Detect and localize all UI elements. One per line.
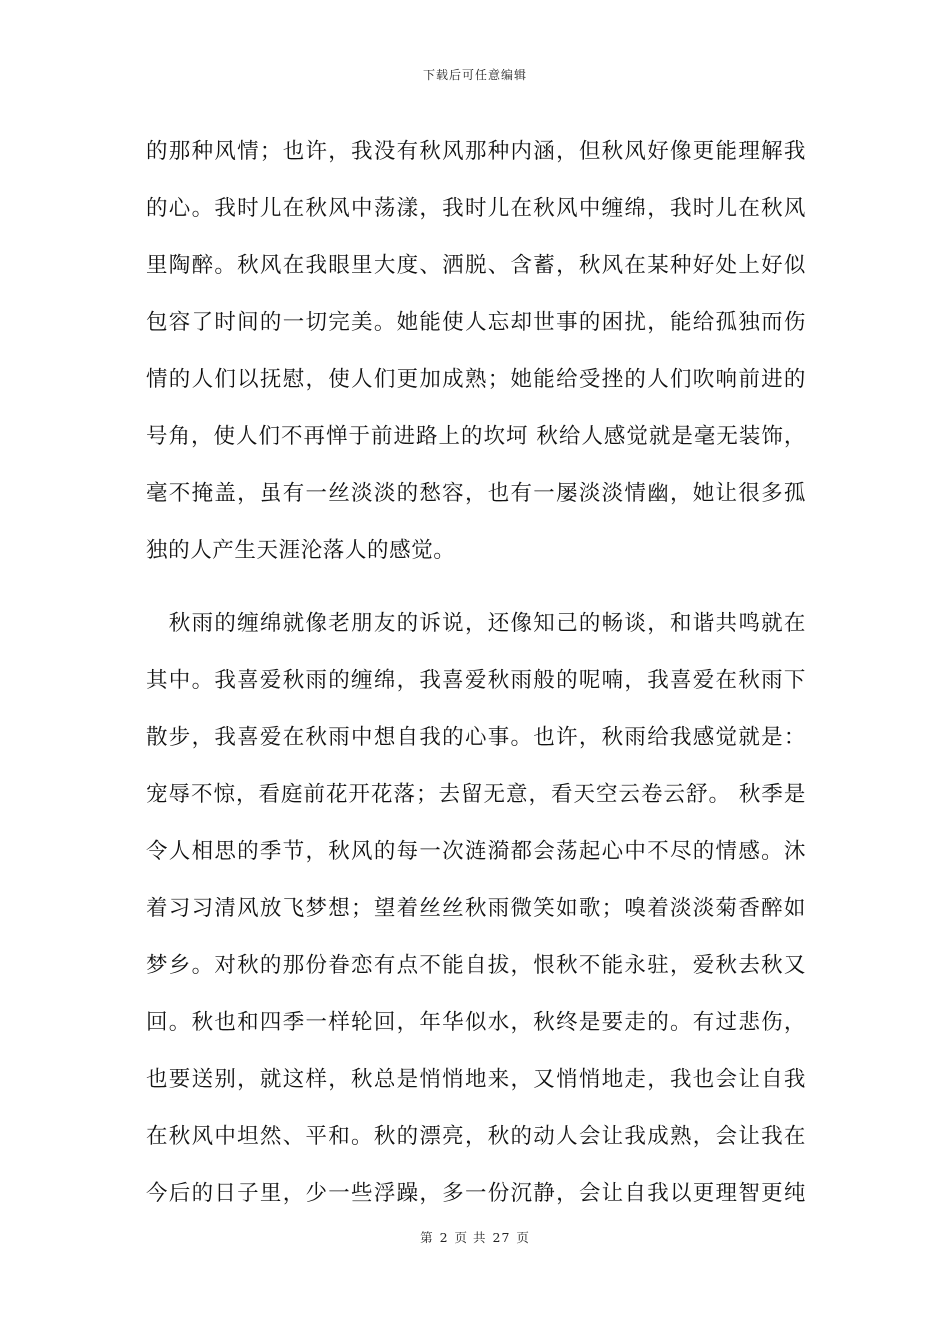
text-line: 里陶醉。秋风在我眼里大度、洒脱、含蓄，秋风在某种好处上好似 (146, 253, 806, 278)
text-line: 的心。我时儿在秋风中荡漾，我时儿在秋风中缠绵，我时儿在秋风 (146, 196, 806, 221)
text-line: 着习习清风放飞梦想；望着丝丝秋雨微笑如歌；嗅着淡淡菊香醉如 (146, 896, 806, 921)
text-line: 其中。我喜爱秋雨的缠绵，我喜爱秋雨般的呢喃，我喜爱在秋雨下 (146, 668, 806, 693)
footer-prefix: 第 (420, 1230, 434, 1245)
text-line: 回。秋也和四季一样轮回，年华似水，秋终是要走的。有过悲伤， (146, 1010, 806, 1035)
footer-middle: 页 共 (454, 1230, 487, 1245)
text-line: 宠辱不惊，看庭前花开花落；去留无意，看天空云卷云舒。 秋季是 (146, 782, 806, 807)
text-line: 号角，使人们不再惮于前进路上的坎坷 秋给人感觉就是毫无装饰， (146, 424, 806, 449)
text-line: 也要送别，就这样，秋总是悄悄地来，又悄悄地走，我也会让自我 (146, 1067, 806, 1092)
text-line: 今后的日子里，少一些浮躁，多一份沉静，会让自我以更理智更纯 (146, 1181, 806, 1206)
paragraph-1 (146, 127, 806, 583)
text-line: 令人相思的季节，秋风的每一次涟漪都会荡起心中不尽的情感。沐 (146, 839, 806, 864)
text-line: 散步，我喜爱在秋雨中想自我的心事。也许，秋雨给我感觉就是： (146, 725, 806, 750)
text-line: 梦乡。对秋的那份眷恋有点不能自拔，恨秋不能永驻，爱秋去秋又 (146, 953, 806, 978)
page-header: 下载后可任意编辑 (422, 68, 527, 82)
text-line: 独的人产生天涯沦落人的感觉。 (146, 538, 456, 563)
text-line: 的那种风情；也许，我没有秋风那种内涵，但秋风好像更能理解我 (146, 139, 806, 164)
text-line: 包容了时间的一切完美。她能使人忘却世事的困扰，能给孤独而伤 (146, 310, 806, 335)
paragraph-2 (146, 599, 806, 1226)
current-page-number: 2 (439, 1230, 449, 1245)
text-line: 毫不掩盖，虽有一丝淡淡的愁容，也有一屡淡淡情幽，她让很多孤 (146, 481, 806, 506)
total-page-count: 27 (492, 1230, 511, 1245)
text-line: 情的人们以抚慰，使人们更加成熟；她能给受挫的人们吹响前进的 (146, 367, 806, 392)
text-line: 秋雨的缠绵就像老朋友的诉说，还像知己的畅谈，和谐共鸣就在 (146, 611, 806, 636)
document-body (146, 127, 806, 1226)
footer-suffix: 页 (516, 1230, 530, 1245)
page-footer (0, 1228, 950, 1246)
text-line: 在秋风中坦然、平和。秋的漂亮，秋的动人会让我成熟，会让我在 (146, 1124, 806, 1149)
